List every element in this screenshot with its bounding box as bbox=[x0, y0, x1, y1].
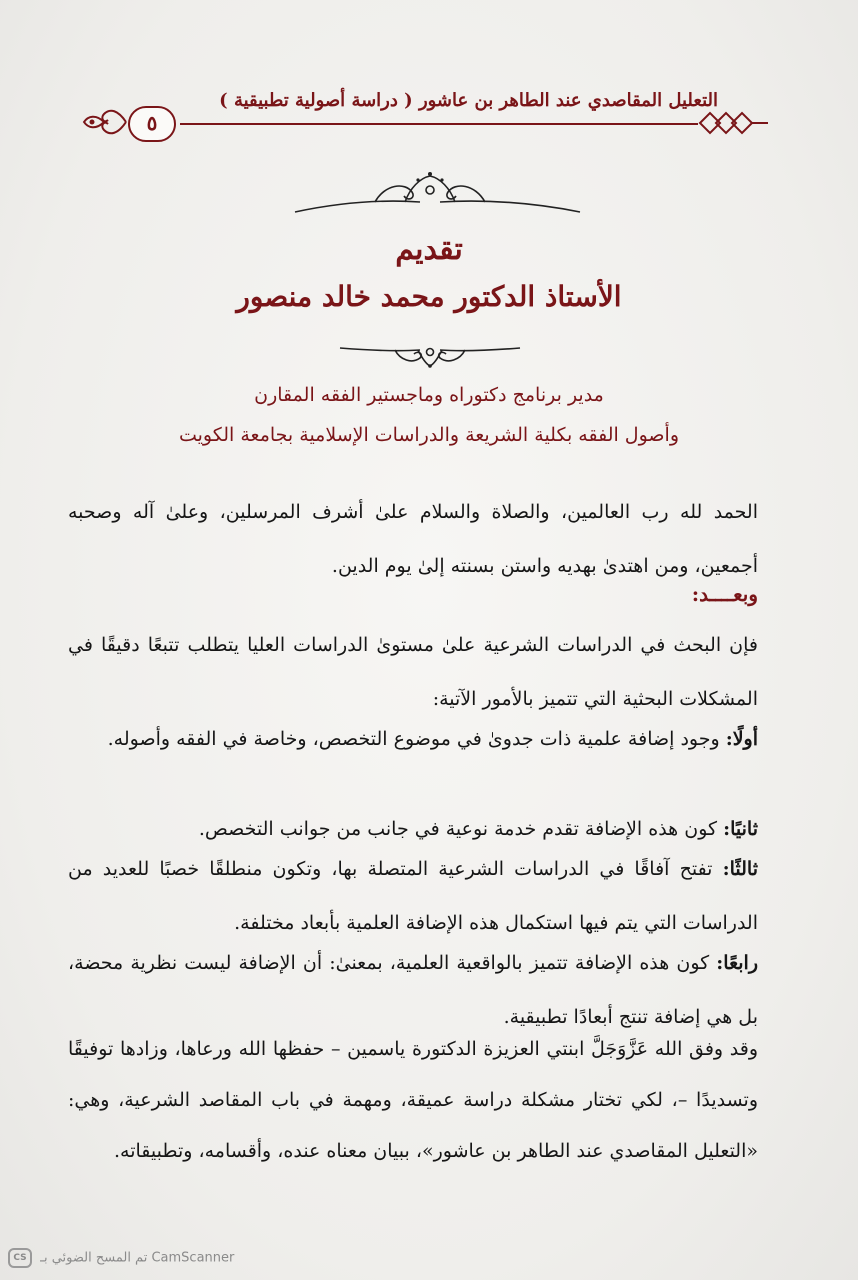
header-diamond-knot-icon bbox=[698, 110, 768, 136]
camscanner-logo-icon: CS bbox=[8, 1248, 32, 1268]
list-item-lead: رابعًا: bbox=[716, 952, 758, 974]
paragraph-closing bbox=[68, 1024, 758, 1177]
header-rule bbox=[180, 123, 698, 125]
page-number: ٥ bbox=[128, 106, 176, 142]
list-item-text: كون هذه الإضافة تقدم خدمة نوعية في جانب من جوانب التخصص. bbox=[198, 818, 724, 840]
paragraph-text: فإن البحث في الدراسات الشرعية علىٰ مستوىٰ الدراسات العليا يتطلب تتبعًا دقيقًا في المشكلات البحثية التي تتميز بالأمور الآتية: bbox=[68, 634, 758, 710]
running-header bbox=[80, 88, 768, 148]
author-name: الأستاذ الدكتور محمد خالد منصور bbox=[236, 280, 622, 313]
running-title: التعليل المقاصدي عند الطاهر بن عاشور ( دراسة أصولية تطبيقية ) bbox=[219, 90, 718, 111]
affiliation-line-2: وأصول الفقه بكلية الشريعة والدراسات الإسلامية بجامعة الكويت bbox=[178, 424, 680, 446]
paragraph-text: الحمد لله رب العالمين، والصلاة والسلام علىٰ أشرف المرسلين، وعلىٰ آله وصحبه أجمعين، ومن اهتدىٰ بهديه واستن بسنته إلىٰ يوم الدين. bbox=[68, 501, 758, 577]
list-item-lead: أولًا: bbox=[725, 728, 758, 750]
transition-heading: وبعــــد: bbox=[691, 582, 758, 606]
bottom-ornament-icon bbox=[0, 336, 858, 370]
affiliation-line-1: مدير برنامج دكتوراه وماجستير الفقه المقارن bbox=[254, 384, 604, 406]
list-item-text: وجود إضافة علمية ذات جدوىٰ في موضوع التخصص، وخاصة في الفقه وأصوله. bbox=[107, 728, 726, 750]
watermark-text: تم المسح الضوئي بـ CamScanner bbox=[40, 1250, 235, 1266]
paragraph-intro bbox=[68, 618, 758, 726]
list-item bbox=[68, 712, 758, 766]
list-item-lead: ثانيًا: bbox=[723, 818, 758, 840]
list-item bbox=[68, 842, 758, 950]
section-title: تقديم bbox=[395, 232, 463, 267]
list-item-text: كون هذه الإضافة تتميز بالواقعية العلمية، بمعنىٰ: أن الإضافة ليست نظرية محضة، بل هي إضافة تنتج أبعادًا تطبيقية. bbox=[68, 952, 758, 1028]
paragraph-opening bbox=[68, 485, 758, 593]
list-item-lead: ثالثًا: bbox=[722, 858, 758, 880]
scanner-watermark bbox=[8, 1248, 234, 1270]
paragraph-text: وقد وفق الله عَزَّوَجَلَّ ابنتي العزيزة الدكتورة ياسمين – حفظها الله ورعاها، وزادها توفيقًا وتسديدًا –، لكي تختار مشكلة دراسة عميقة، ومهمة في باب المقاصد الشرعية، وهي: «التعليل المقاصدي عند الطاهر بن عاشور»، ببيان معناه عنده، وأقسامه، وتطبيقاته. bbox=[68, 1038, 758, 1162]
header-flourish-icon bbox=[80, 100, 128, 144]
top-ornament-icon bbox=[0, 168, 858, 218]
list-item-text: تفتح آفاقًا في الدراسات الشرعية المتصلة بها، وتكون منطلقًا خصبًا للعديد من الدراسات التي يتم فيها استكمال هذه الإضافة العلمية بأبعاد مختلفة. bbox=[68, 858, 758, 934]
